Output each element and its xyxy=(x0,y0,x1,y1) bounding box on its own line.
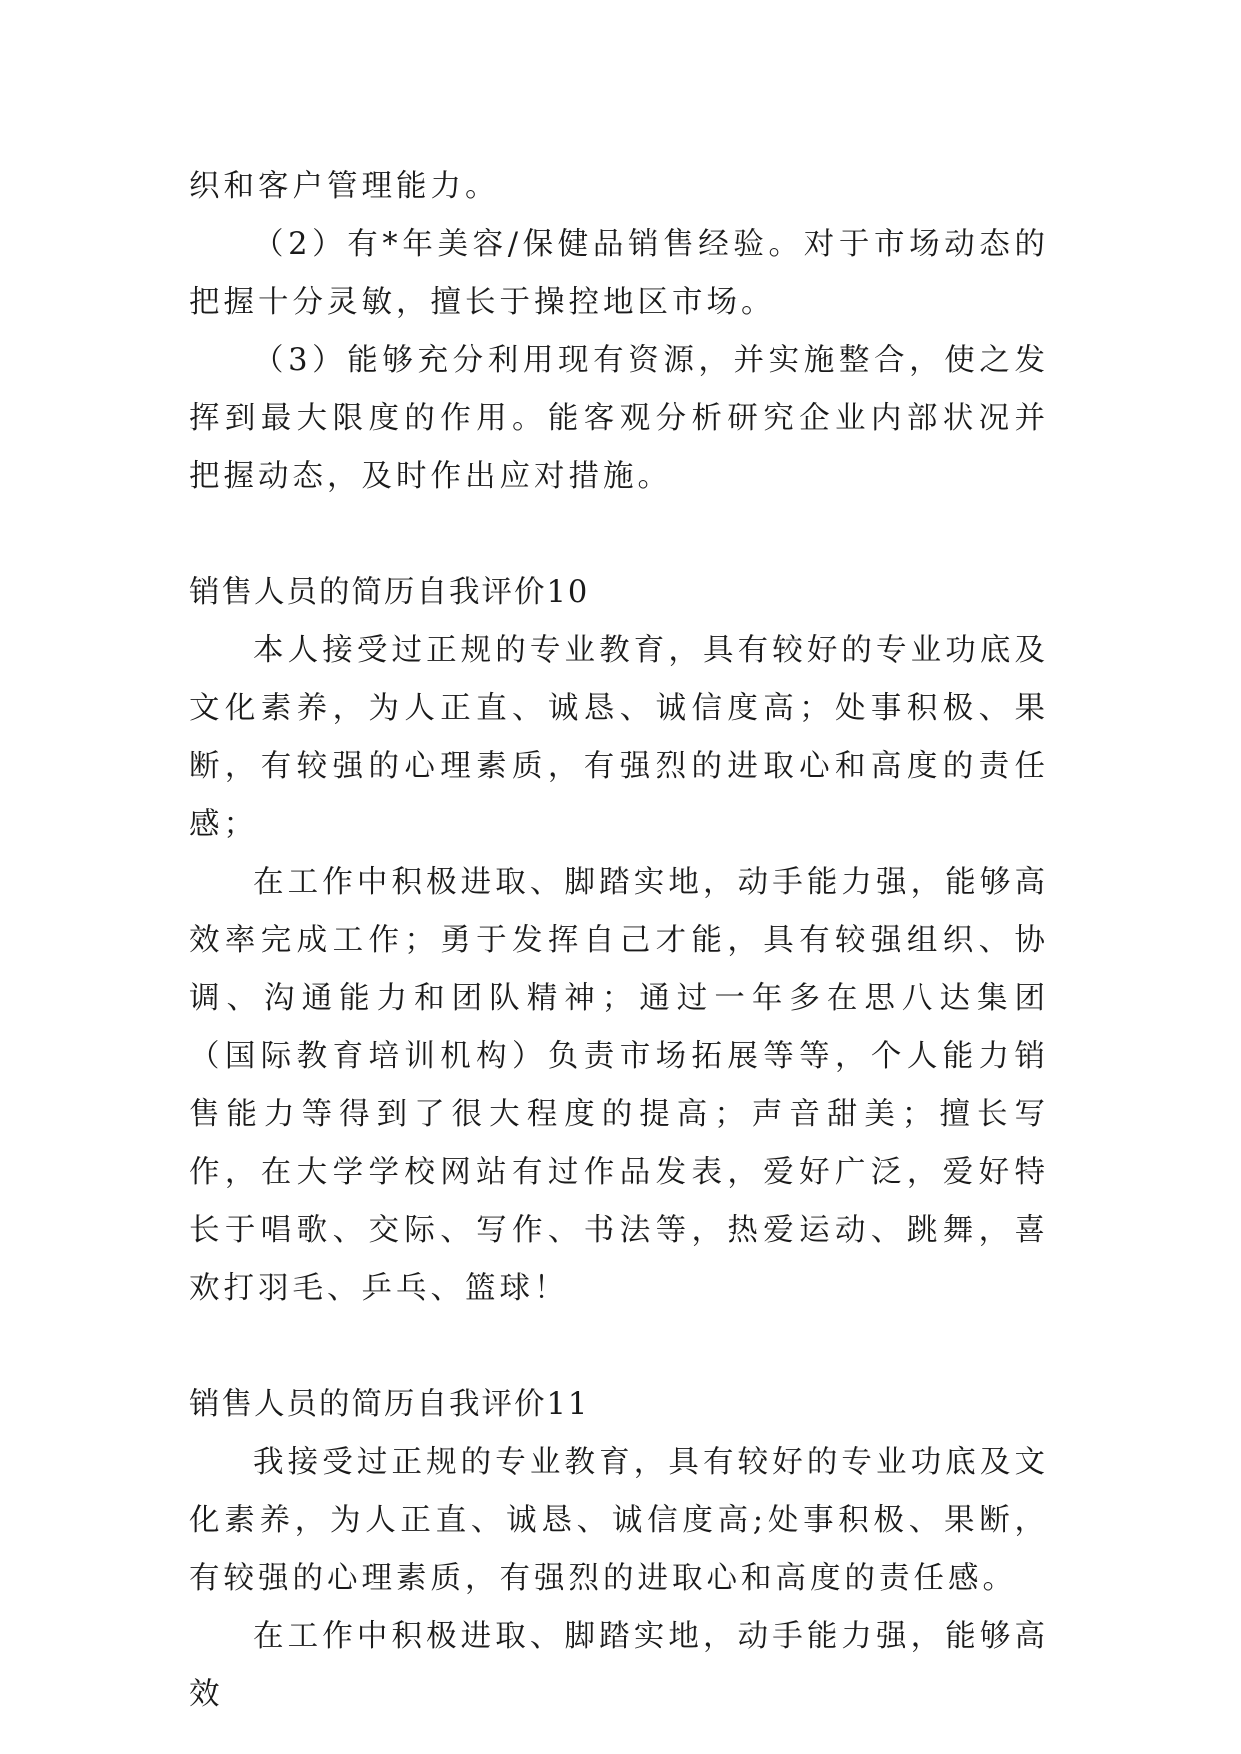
paragraph-continuation: 织和客户管理能力。 xyxy=(189,169,500,204)
section-title-11: 销售人员的简历自我评价11 xyxy=(189,1387,590,1422)
paragraph-item-3: （3）能够充分利用现有资源，并实施整合，使之发挥到最大限度的作用。能客观分析研究企业内部状况并把握动态，及时作出应对措施。 xyxy=(189,343,1049,494)
section-11-paragraph-1: 我接受过正规的专业教育，具有较好的专业功底及文化素养，为人正直、诚恳、诚信度高;处事积极、果断，有较强的心理素质，有强烈的进取心和高度的责任感。 xyxy=(189,1445,1049,1596)
section-spacer xyxy=(189,506,1049,564)
section-10-paragraph-2: 在工作中积极进取、脚踏实地，动手能力强，能够高效率完成工作；勇于发挥自己才能，具有较强组织、协调、沟通能力和团队精神；通过一年多在思八达集团（国际教育培训机构）负责市场拓展等等，个人能力销售能力等得到了很大程度的提高；声音甜美；擅长写作，在大学学校网站有过作品发表，爱好广泛，爱好特长于唱歌、交际、写作、书法等，热爱运动、跳舞，喜欢打羽毛、乒乓、篮球！ xyxy=(189,865,1049,1306)
paragraph-item-2: （2）有*年美容/保健品销售经验。对于市场动态的把握十分灵敏，擅长于操控地区市场。 xyxy=(189,227,1049,320)
section-10-paragraph-1: 本人接受过正规的专业教育，具有较好的专业功底及文化素养，为人正直、诚恳、诚信度高；处事积极、果断，有较强的心理素质，有强烈的进取心和高度的责任感； xyxy=(189,633,1049,842)
section-11-paragraph-2: 在工作中积极进取、脚踏实地，动手能力强，能够高效 xyxy=(189,1619,1049,1712)
document-body xyxy=(189,158,1049,1724)
section-spacer xyxy=(189,1318,1049,1376)
section-title-10: 销售人员的简历自我评价10 xyxy=(189,575,590,610)
